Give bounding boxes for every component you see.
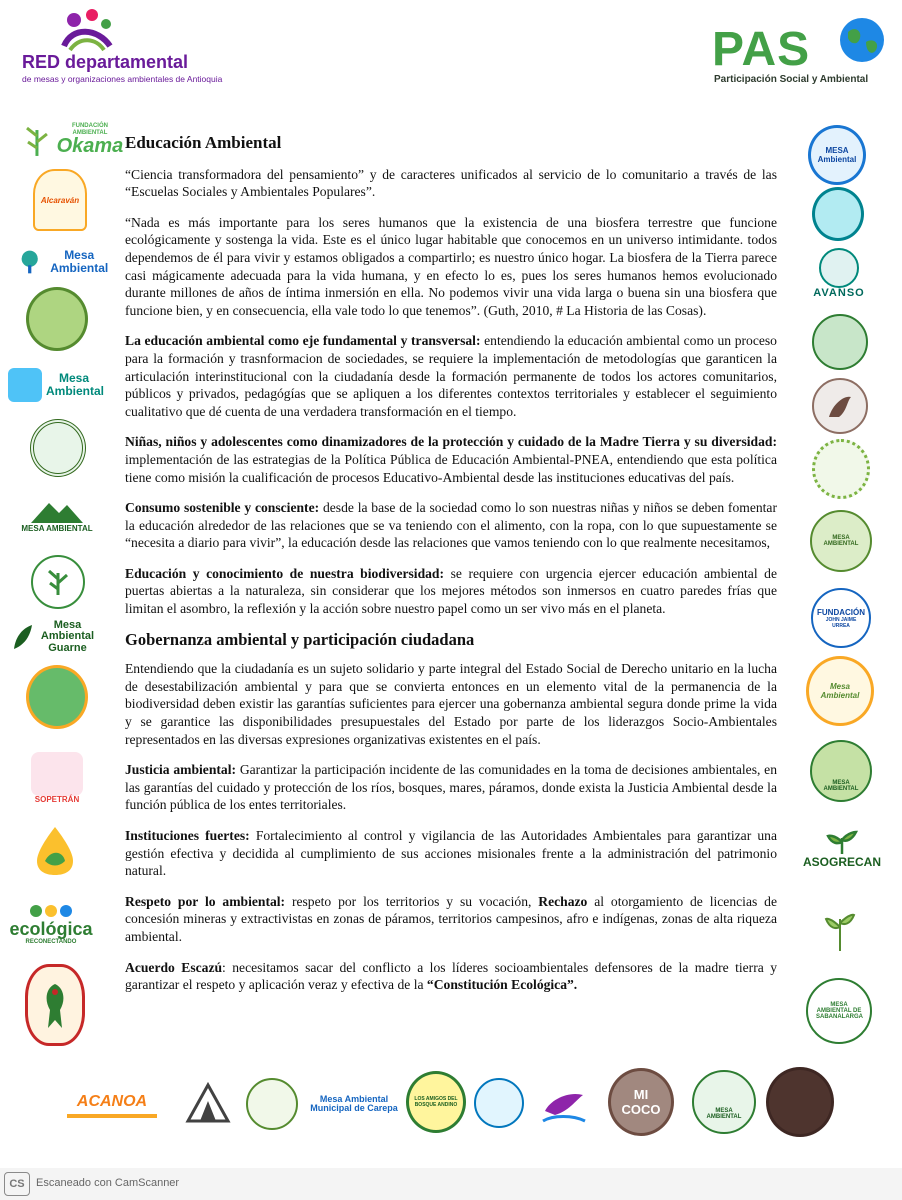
paragraph-ninas-ninos <box>125 433 777 486</box>
pas-subtitle: Participación Social y Ambiental <box>714 74 869 85</box>
mountain-icon <box>29 497 85 525</box>
bird-water-icon <box>539 1081 589 1125</box>
mesa-ambiental-barbosa-label: MESA Ambiental <box>817 146 857 164</box>
mesa-ambiental-buritica-logo <box>810 510 872 572</box>
mesa-ambiental-estrella-logo <box>20 486 94 544</box>
mesa-jaguar-logo <box>474 1078 524 1128</box>
paragraph-respeto <box>125 893 777 946</box>
tent-emblem-logo <box>180 1078 236 1130</box>
mesa-ambiental-chigorodo-logo <box>692 1070 756 1134</box>
bird-icon <box>40 980 70 1030</box>
paragraph-eje-fundamental <box>125 332 777 420</box>
guillermina-esperanza-logo <box>812 900 868 960</box>
paragraph-justicia-heading: Justicia ambiental: <box>125 762 237 778</box>
mesa-ambiental-buritica-label: MESA AMBIENTAL <box>823 535 859 547</box>
drop-leaf-icon <box>35 825 75 877</box>
mesa-ambiental-panda-label: MESA AMBIENTAL <box>823 780 859 792</box>
paragraph-eje-fundamental-text: entendiendo la educación ambiental como un proceso para la formación y trasnformacion de sociedades, se requiere la implementación de metodologías que garanticen la articulación interinstitucional con la ciudadanía desde la formación permanente de todos los actores comunitarios, públicos y privados, pedagógías que se apliquen a los diferentes contextos territoriales y establecer el seguimiento cualitativo que dé cuenta de una verdadera transformación en el tiempo. <box>125 333 777 419</box>
okama-leaf-icon <box>22 122 52 158</box>
leaf-drop-logo <box>32 822 78 880</box>
pas-logo <box>700 12 890 90</box>
section-title-gobernanza: Gobernanza ambiental y participación ciudadana <box>125 629 475 649</box>
paragraph-instituciones-text: Fortalecimiento al control y vigilancia de las Autoridades Ambientales para garantizar una gestión efectiva y decidida al cumplimiento de sus acciones misionales frente a la administración del patrimonio natural. <box>125 828 777 879</box>
sprout-icon <box>824 828 860 856</box>
mesa-ambiental-guarne-label: Mesa Ambiental Guarne <box>40 618 95 654</box>
ecologica-small-label: RECONECTANDO <box>25 939 77 946</box>
mi-coco-label: MI COCO <box>621 1087 661 1117</box>
john-jaime-urrea-label: JOHN JAIME URREA <box>825 616 857 629</box>
paragraph-eje-fundamental-heading: La educación ambiental como eje fundamental y transversal: <box>125 333 481 349</box>
mesa-ambiental-chigorodo-label: MESA AMBIENTAL <box>706 1108 742 1120</box>
bird-water-logo <box>536 1078 592 1128</box>
bird-emblem-logo <box>24 964 86 1046</box>
asogrecan-label: ASOGRECAN <box>803 854 882 869</box>
eagle-icon <box>825 391 855 421</box>
paragraph-escazu-heading: Acuerdo Escazú <box>125 959 223 975</box>
paragraph-respeto-text-c: al otorgamiento de licencias de concesión mineras y extractivistas en zonas de páramos, territorios campesinos, afro e indígenas, zonas de alta riqueza ambiental. <box>125 893 777 944</box>
fundacion-john-jaime-urrea-logo <box>808 590 874 646</box>
departamental-word: departamental <box>65 52 189 72</box>
paragraph-justicia-text: Garantizar la participación incidente de las comunidades en la toma de decisiones ambientales, en las garantías del cuidado y protección de los ríos, bosques, mares, páramos, donde exista la Justicia Ambiental desde la función pública de los entes territoriales. <box>125 762 778 813</box>
paragraph-respeto-heading: Respeto por lo ambiental: <box>125 893 286 909</box>
mesa-ambiental-circle-logo <box>26 288 88 350</box>
paragraph-escazu-constitucion: “Constitución Ecológica”. <box>426 977 578 993</box>
paragraph-biodiversidad <box>125 565 777 618</box>
guianza-aves-logo <box>246 1078 298 1130</box>
paragraph-biodiversidad-text: se requiere con urgencia ejercer educación ambiental de puertas abiertas a la naturaleza, sin considerar que los mejores métodos son inmersos en cuatro paredes frías que limitan el asombro, la reflexión y la acción sobre nuestro papel como un ser vivo más en el planeta. <box>125 565 777 617</box>
mesa-ambiental-san-jeronimo-logo <box>806 656 874 726</box>
plant-icon <box>43 567 73 597</box>
bulb-icon <box>26 902 76 920</box>
paragraph-consumo-text: desde la base de la sociedad como lo son nuestras niñas y niños se deben fomentar la educación alrededor de las relaciones que se va teniendo con el alimento, con la ropa, con lo que supuestamente se “necesita a diario para vivir”, la educación desde las relaciones que vamos teniendo con lo que realmente necesitamos, <box>125 500 777 551</box>
fundacion-label: FUNDACIÓN <box>817 607 865 617</box>
leaves-icon <box>820 905 860 955</box>
tent-icon <box>184 1081 232 1127</box>
alcaravan-logo <box>32 166 88 234</box>
mesa-ambiental-green-disc-logo <box>26 666 88 728</box>
pas-title: PAS <box>712 23 811 76</box>
paragraph-consumo <box>125 499 777 552</box>
okama-small-label: FUNDACIÓN AMBIENTAL <box>71 123 108 136</box>
red-departamental-subtitle: de mesas y organizaciones ambientales de Antioquia <box>22 74 223 84</box>
mesa-ambiental-yarumal-logo <box>812 314 868 370</box>
paragraph-ninas-ninos-heading: Niñas, niños y adolescentes como dinamizadores de la protección y cuidado de la Madre Tierra y su diversidad: <box>125 434 777 450</box>
avanso-logo <box>808 246 870 302</box>
mi-coco-logo <box>608 1070 674 1134</box>
mesa-ambiental-carepa-logo <box>308 1082 400 1126</box>
paragraph-quote: “Nada es más importante para los seres humanos que la existencia de una biosfera terrestre que funcione ecológicamente y sostenga la vida. Este es el único lugar habitable que conocemos en un universo intimidante. todos dependemos de él para vivir y estamos obligados a compartirlo; es nuestro único hogar. La biosfera de la Tierra parece casi mágicamente adecuada para la vida humana, y en efecto lo es, pues los seres humanos hemos evolucionado durante millones de años de íntima inmersión en ella. No podemos vivir una vida larga o buena sin una biosfera que funcione bien, y en consecuencia, ella vale todo lo que tenemos”. (Guth, 2010, # La Historia de las Cosas). <box>125 214 777 318</box>
ecologica-label: ecológica <box>9 919 93 940</box>
mesa-ambiental-2-logo <box>6 360 104 410</box>
paragraph-instituciones <box>125 827 777 880</box>
okama-logo <box>22 118 126 162</box>
paragraph-consumo-heading: Consumo sostenible y consciente: <box>125 500 320 516</box>
tree-icon <box>20 246 39 278</box>
paragraph-ninas-ninos-text: implementación de las estrategias de la Política Pública de Educación Ambiental-PNEA, entendiendo que esta política tiene como misión la cualificación de procesos Educativo-Ambiental desde las instituciones educativas del país. <box>125 451 777 485</box>
sopetran-label: SOPETRÁN <box>34 794 80 804</box>
acanoa-logo <box>60 1086 164 1126</box>
okama-label: Okama <box>56 134 124 157</box>
sopetran-logo <box>24 746 90 810</box>
red-word: RED <box>22 52 66 72</box>
mesa-ambiental-2-label: Mesa Ambiental <box>46 371 105 398</box>
bottom-logo-row <box>50 1064 850 1140</box>
mesa-ambiental-badge-logo <box>30 420 86 476</box>
mesa-ambiental-carepa-label: Mesa Ambiental Municipal de Carepa <box>310 1093 398 1113</box>
mesa-ambiental-guarne-logo <box>8 614 102 660</box>
mesa-ambiental-panda-logo <box>810 740 872 802</box>
alcaravan-label: Alcaraván <box>40 195 80 205</box>
asociacion-circle-logo <box>812 188 864 240</box>
paragraph-gobernanza: Entendiendo que la ciudadanía es un sujeto solidario y parte integral del Estado Social de Derecho unitario en la lucha de desestabilización ambiental y para que se convierta entonces en un elemento vital de la permanencia de la biodiversidad deben existir las garantías suficientes para ejercer una gobernanza ambiental segura donde prime la vida y se garantice las disponibilidades presupuestales del Estado por parte de los liderazgos Socio-Ambientales representados en las diversas expresiones organizativas existentes en el país. <box>125 661 777 747</box>
mesa-ambiental-redes-label: Mesa Ambiental <box>50 248 109 275</box>
paragraph-biodiversidad-heading: Educación y conocimiento de nuestra biodiversidad: <box>125 565 445 581</box>
ecologica-logo <box>6 896 96 952</box>
document-body <box>125 134 777 1007</box>
camscanner-footer <box>0 1168 902 1200</box>
mesa-ambiental-san-jeronimo-label: Mesa Ambiental <box>820 682 860 700</box>
reserva-natural-patbandu-logo <box>766 1068 834 1136</box>
los-amigos-bosque-andino-label: LOS AMIGOS DEL BOSQUE ANDINO <box>414 1096 458 1108</box>
bird-disc-logo <box>812 378 868 434</box>
mesa-ambiental-barbosa-logo <box>808 126 866 184</box>
leaf-icon <box>12 623 34 651</box>
paragraph-intro: “Ciencia transformadora del pensamiento” y de caracteres unificados al servicio de lo comunitario a través de las “Escuelas Sociales y Ambientales Populares”. <box>125 166 777 200</box>
mesa-ambiental-sabanalarga-logo <box>806 978 872 1044</box>
los-amigos-bosque-andino-logo <box>406 1070 466 1134</box>
paragraph-instituciones-heading: Instituciones fuertes: <box>125 828 250 843</box>
red-ambiental-disc-logo <box>812 440 870 498</box>
globe-icon <box>838 16 886 64</box>
paragraph-escazu <box>125 959 777 994</box>
red-departamental-logo <box>18 4 228 90</box>
mesa-ambiental-sabanalarga-label: MESA AMBIENTAL DE SABANALARGA <box>816 1002 863 1020</box>
acanoa-label: ACANOA <box>76 1093 148 1111</box>
mesa-ambiental-estrella-label: MESA AMBIENTAL <box>21 523 93 533</box>
camscanner-text: Escaneado con CamScanner <box>36 1177 180 1189</box>
avanso-label: AVANSO <box>813 287 865 300</box>
paragraph-justicia <box>125 761 777 814</box>
camscanner-icon: CS <box>4 1172 30 1196</box>
paragraph-respeto-rechazo: Rechazo <box>538 893 588 909</box>
mesa-ambiental-tree-logo <box>30 554 86 610</box>
mesa-ambiental-redes-logo <box>20 240 116 284</box>
asogrecan-logo <box>804 818 880 878</box>
section-title-educacion: Educación Ambiental <box>125 133 282 152</box>
paragraph-escazu-text: : necesitamos sacar del conflicto a los líderes socioambientales defensores de la madre tierra y garantizar el respeto y aplicación veraz y efectiva de la <box>125 959 777 993</box>
paragraph-respeto-text-a: respeto por los territorios y su vocación, <box>285 893 539 909</box>
red-departamental-title <box>22 52 188 73</box>
red-departamental-swirl-icon <box>52 6 122 54</box>
